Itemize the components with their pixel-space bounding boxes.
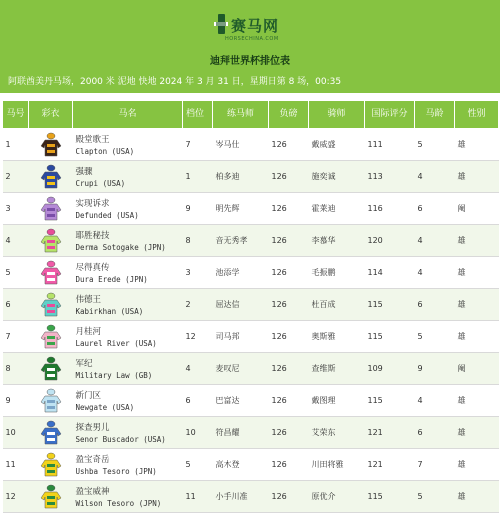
horse-name-cn[interactable]: 月桂河 [75,327,102,337]
horse-name-cn[interactable]: 探查男儿 [75,423,110,433]
draw: 2 [183,289,213,321]
draw: 4 [183,353,213,385]
jockey: 毛振鹏 [309,257,365,289]
silks-cell [29,193,73,225]
trainer: 明先辉 [213,193,269,225]
horse-name-cell [73,321,183,353]
horse-name-cn[interactable]: 强骤 [75,167,93,177]
table-row[interactable] [3,321,499,353]
sex: 雄 [455,481,499,513]
horse-name-cn[interactable]: 盈宝奇岳 [75,455,110,465]
horse-number: 10 [3,417,29,449]
horse-name-cn[interactable]: 尽得真传 [75,263,110,273]
weight: 126 [269,193,309,225]
horse-name-cn[interactable]: 耶胜秘技 [75,231,110,241]
rating: 120 [365,225,415,257]
jockey: 查维斯 [309,353,365,385]
silks-cell [29,161,73,193]
table-row[interactable] [3,129,499,161]
horse-number: 3 [3,193,29,225]
weight: 126 [269,481,309,513]
age: 4 [415,257,455,289]
age: 4 [415,225,455,257]
age: 4 [415,385,455,417]
age: 5 [415,321,455,353]
horse-name-cn[interactable]: 军纪 [75,359,93,369]
age: 7 [415,449,455,481]
weight: 126 [269,161,309,193]
horse-name-en: Senor Buscador (USA) [75,435,166,444]
horse-name-en: Wilson Tesoro (JPN) [75,499,162,508]
trainer: 司马邦 [213,321,269,353]
horse-name-cn[interactable]: 伟德王 [75,295,102,305]
horse-name-cell [73,449,183,481]
horse-number: 7 [3,321,29,353]
table-row[interactable] [3,225,499,257]
rating: 116 [365,193,415,225]
horse-name-cn[interactable]: 实现诉求 [75,199,110,209]
trainer: 音无秀孝 [213,225,269,257]
jockey-silks-icon [40,452,62,478]
age: 5 [415,129,455,161]
horse-name-cell [73,193,183,225]
race-title: 迪拜世界杯排位表 [210,56,290,67]
col-name: 马名 [73,101,183,129]
col-rating: 国际评分 [365,101,415,129]
sex: 雄 [455,321,499,353]
weight: 126 [269,385,309,417]
trainer: 符昌耀 [213,417,269,449]
horse-number: 11 [3,449,29,481]
jockey-silks-icon [40,292,62,318]
col-trainer: 练马师 [213,101,269,129]
jockey: 戴图理 [309,385,365,417]
jockey-silks-icon [40,196,62,222]
jockey: 川田将雅 [309,449,365,481]
silks-cell [29,417,73,449]
jockey-silks-icon [40,260,62,286]
sex: 雄 [455,129,499,161]
horse-number: 1 [3,129,29,161]
rating: 115 [365,481,415,513]
horse-name-en: Newgate (USA) [75,403,135,412]
horse-name-en: Military Law (GB) [75,371,153,380]
sex: 雄 [455,385,499,417]
rating: 109 [365,353,415,385]
horse-number: 6 [3,289,29,321]
rating: 115 [365,289,415,321]
jockey-silks-icon [40,164,62,190]
silks-cell [29,385,73,417]
trainer: 屈达信 [213,289,269,321]
rating: 114 [365,257,415,289]
jockey: 奥斯雅 [309,321,365,353]
jockey: 原优介 [309,481,365,513]
horse-number: 5 [3,257,29,289]
jockey-silks-icon [40,132,62,158]
horse-name-cn[interactable]: 新门区 [75,391,102,401]
trainer: 岑马仕 [213,129,269,161]
draw: 1 [183,161,213,193]
sex: 雄 [455,225,499,257]
rating: 115 [365,321,415,353]
weight: 126 [269,353,309,385]
col-silks: 彩衣 [29,101,73,129]
horse-name-en: Derma Sotogake (JPN) [75,243,166,252]
col-age: 马龄 [415,101,455,129]
horse-name-cell [73,353,183,385]
col-weight: 负磅 [269,101,309,129]
field-table [2,100,498,513]
table-row[interactable] [3,417,499,449]
weight: 126 [269,129,309,161]
age: 4 [415,161,455,193]
jockey: 李慕华 [309,225,365,257]
rating: 113 [365,161,415,193]
jockey: 艾荣东 [309,417,365,449]
silks-cell [29,257,73,289]
horse-name-cn[interactable]: 盈宝威神 [75,487,110,497]
trainer: 高木登 [213,449,269,481]
age: 5 [415,481,455,513]
horse-name-en: Ushba Tesoro (JPN) [75,467,157,476]
draw: 7 [183,129,213,161]
table-row[interactable] [3,481,499,513]
table-row[interactable] [3,289,499,321]
horse-number: 9 [3,385,29,417]
logo-subtext: HORSECHINA.COM [225,36,279,42]
rating: 111 [365,129,415,161]
horse-name-en: Defunded (USA) [75,211,139,220]
sex: 雄 [455,289,499,321]
rating: 115 [365,385,415,417]
silks-cell [29,321,73,353]
horse-number: 8 [3,353,29,385]
silks-cell [29,353,73,385]
table-row[interactable] [3,257,499,289]
horse-number: 4 [3,225,29,257]
jockey-silks-icon [40,420,62,446]
race-info: 阿联酋美丹马场，2000 米 泥地 快地 2024 年 3 月 31 日，星期日第 8 场，00:35 [8,77,342,87]
table-header-row [3,101,499,129]
jockey-silks-icon [40,356,62,382]
jockey-silks-icon [40,388,62,414]
horse-logo-icon [213,13,229,35]
horse-name-en: Clapton (USA) [75,147,135,156]
age: 9 [415,353,455,385]
jockey-silks-icon [40,484,62,510]
horse-name-en: Crupi (USA) [75,179,126,188]
horse-name-en: Kabirkhan (USA) [75,307,144,316]
horse-name-cell [73,385,183,417]
trainer: 麦叹尼 [213,353,269,385]
draw: 11 [183,481,213,513]
trainer: 巴富达 [213,385,269,417]
weight: 126 [269,321,309,353]
silks-cell [29,289,73,321]
rating: 121 [365,449,415,481]
table-row[interactable] [3,449,499,481]
horse-number: 12 [3,481,29,513]
jockey: 霍莱迪 [309,193,365,225]
age: 6 [415,289,455,321]
col-sex: 性别 [455,101,499,129]
table-row[interactable] [3,353,499,385]
horse-name-cell [73,257,183,289]
silks-cell [29,449,73,481]
draw: 3 [183,257,213,289]
header-banner [0,0,500,93]
sex: 雄 [455,161,499,193]
rating: 121 [365,417,415,449]
col-number: 马号 [3,101,29,129]
silks-cell [29,225,73,257]
age: 6 [415,417,455,449]
jockey-silks-icon [40,324,62,350]
draw: 6 [183,385,213,417]
draw: 10 [183,417,213,449]
horse-name-en: Dura Erede (JPN) [75,275,148,284]
table-row[interactable] [3,161,499,193]
weight: 126 [269,257,309,289]
col-jockey: 骑师 [309,101,365,129]
trainer: 池添学 [213,257,269,289]
table-row[interactable] [3,385,499,417]
weight: 126 [269,449,309,481]
weight: 126 [269,417,309,449]
horse-name-cell [73,225,183,257]
age: 6 [415,193,455,225]
sex: 阉 [455,193,499,225]
horse-name-cell [73,161,183,193]
jockey: 施奕诚 [309,161,365,193]
trainer: 小手川准 [213,481,269,513]
col-draw: 档位 [183,101,213,129]
jockey: 杜百成 [309,289,365,321]
jockey-silks-icon [40,228,62,254]
horse-number: 2 [3,161,29,193]
horse-name-cell [73,417,183,449]
sex: 阉 [455,353,499,385]
sex: 雄 [455,257,499,289]
draw: 12 [183,321,213,353]
silks-cell [29,129,73,161]
table-row[interactable] [3,193,499,225]
draw: 5 [183,449,213,481]
site-logo[interactable] [213,13,313,45]
jockey: 戴威盛 [309,129,365,161]
horse-name-cell [73,129,183,161]
sex: 雄 [455,449,499,481]
table-body [3,129,499,513]
silks-cell [29,481,73,513]
horse-name-cell [73,481,183,513]
logo-text: 赛马网 [231,17,280,35]
draw: 8 [183,225,213,257]
weight: 126 [269,225,309,257]
sex: 雄 [455,417,499,449]
horse-name-en: Laurel River (USA) [75,339,157,348]
trainer: 柏多迪 [213,161,269,193]
horse-name-cn[interactable]: 殿堂歌王 [75,135,110,145]
draw: 9 [183,193,213,225]
horse-name-cell [73,289,183,321]
weight: 126 [269,289,309,321]
